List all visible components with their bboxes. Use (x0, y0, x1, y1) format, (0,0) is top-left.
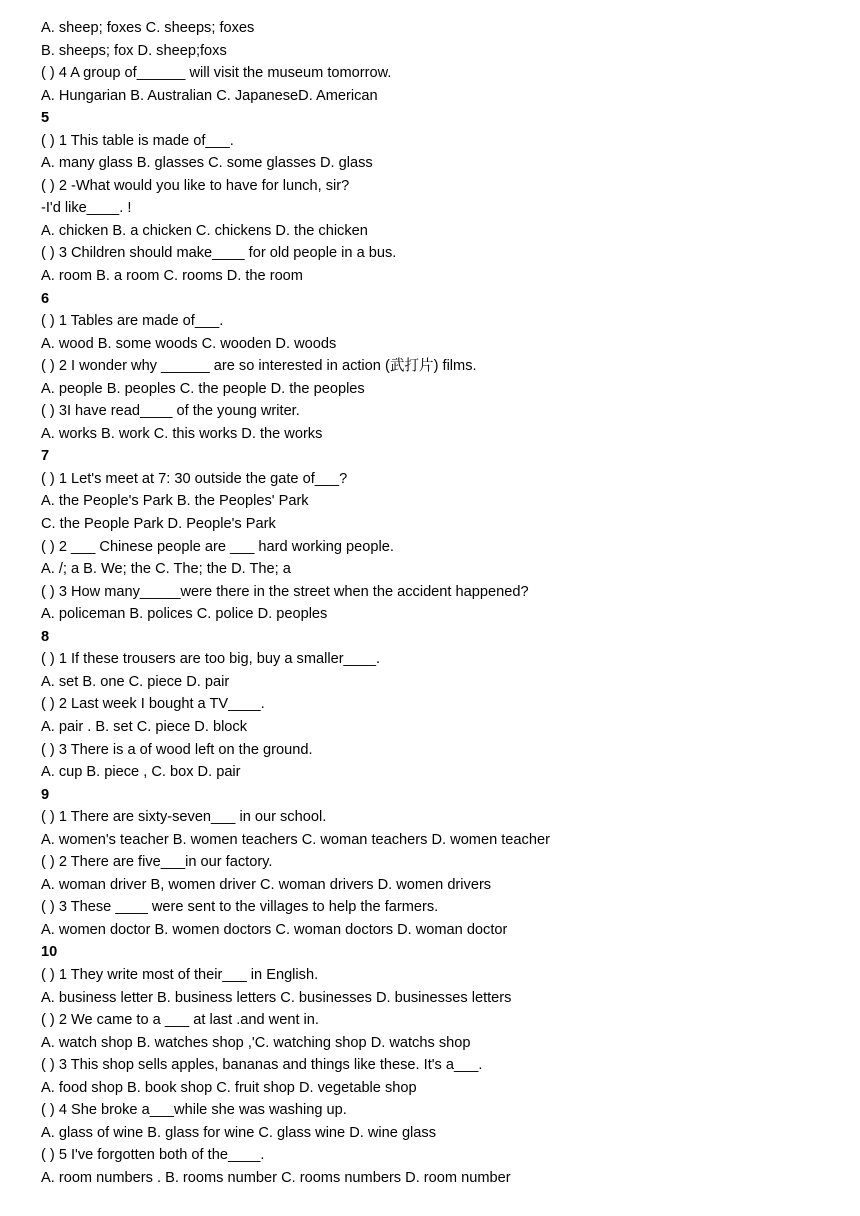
section-number: 9 (41, 786, 50, 803)
answer-options-line: A. set B. one C. piece D. pair (41, 673, 230, 690)
answer-options-line: -I'd like____. ! (41, 200, 132, 217)
question-line: ( ) 2 We came to a ___ at last .and went in. (41, 1012, 319, 1029)
answer-options-line: A. food shop B. book shop C. fruit shop D. vegetable shop (41, 1079, 417, 1096)
answer-options-line: A. business letter B. business letters C. businesses D. businesses letters (41, 989, 512, 1006)
question-line: ( ) 4 She broke a___while she was washing up. (41, 1102, 347, 1119)
question-line: ( ) 3 How many_____were there in the street when the accident happened? (41, 583, 529, 600)
question-line: ( ) 1 There are sixty-seven___ in our school. (41, 809, 327, 826)
question-line: ( ) 1 This table is made of___. (41, 132, 234, 149)
answer-options-line: A. cup B. piece , C. box D. pair (41, 764, 241, 781)
question-line: ( ) 3 These ____ were sent to the villages to help the farmers. (41, 899, 439, 916)
answer-options-line: B. sheeps; fox D. sheep;foxs (41, 42, 227, 59)
section-number: 8 (41, 628, 50, 645)
answer-options-line: A. /; a B. We; the C. The; the D. The; a (41, 561, 291, 578)
question-line: ( ) 3 There is a of wood left on the ground. (41, 741, 313, 758)
question-line: ( ) 4 A group of______ will visit the museum tomorrow. (41, 65, 392, 82)
answer-options-line: A. watch shop B. watches shop ,'C. watching shop D. watchs shop (41, 1034, 471, 1051)
question-line: ( ) 3I have read____ of the young writer. (41, 403, 300, 420)
answer-options-line: A. the People's Park B. the Peoples' Park (41, 493, 309, 510)
answer-options-line: A. Hungarian B. Australian C. JapaneseD. American (41, 87, 378, 104)
question-line: ( ) 3 Children should make____ for old people in a bus. (41, 245, 397, 262)
answer-options-line: A. many glass B. glasses C. some glasses D. glass (41, 155, 373, 172)
question-line: ( ) 1 Let's meet at 7: 30 outside the gate of___? (41, 470, 348, 487)
document-page (41, 17, 841, 1189)
question-line: ( ) 1 Tables are made of___. (41, 313, 224, 330)
answer-options-line: A. glass of wine B. glass for wine C. glass wine D. wine glass (41, 1124, 437, 1141)
question-line: ( ) 2 ___ Chinese people are ___ hard working people. (41, 538, 394, 555)
answer-options-line: A. room numbers . B. rooms number C. rooms numbers D. room number (41, 1169, 511, 1186)
question-line: ( ) 2 There are five___in our factory. (41, 854, 273, 871)
answer-options-line: A. women doctor B. women doctors C. woman doctors D. woman doctor (41, 921, 508, 938)
answer-options-line: A. woman driver B, women driver C. woman drivers D. women drivers (41, 876, 492, 893)
section-number: 7 (41, 448, 50, 465)
section-number: 5 (41, 110, 50, 127)
question-line: ( ) 1 If these trousers are too big, buy a smaller____. (41, 651, 381, 668)
answer-options-line: A. room B. a room C. rooms D. the room (41, 268, 303, 285)
question-line: ( ) 3 This shop sells apples, bananas and things like these. It's a___. (41, 1057, 483, 1074)
question-line: ( ) 2 Last week I bought a TV____. (41, 696, 265, 713)
question-line: ( ) 5 I've forgotten both of the____. (41, 1147, 265, 1164)
answer-options-line: A. women's teacher B. women teachers C. woman teachers D. women teacher (41, 831, 550, 848)
answer-options-line: A. chicken B. a chicken C. chickens D. the chicken (41, 222, 368, 239)
question-line: ( ) 1 They write most of their___ in English. (41, 966, 319, 983)
answer-options-line: A. people B. peoples C. the people D. the peoples (41, 380, 365, 397)
answer-options-line: A. wood B. some woods C. wooden D. woods (41, 335, 337, 352)
answer-options-line: A. policeman B. polices C. police D. peoples (41, 606, 328, 623)
answer-options-line: A. works B. work C. this works D. the works (41, 425, 323, 442)
answer-options-line: A. pair . B. set C. piece D. block (41, 718, 248, 735)
question-line: ( ) 2 I wonder why ______ are so interested in action (武打片) films. (41, 358, 477, 375)
answer-options-line: C. the People Park D. People's Park (41, 516, 276, 533)
section-number: 6 (41, 290, 50, 307)
answer-options-line: A. sheep; foxes C. sheeps; foxes (41, 20, 255, 36)
section-number: 10 (41, 944, 58, 961)
question-line: ( ) 2 -What would you like to have for lunch, sir? (41, 177, 350, 194)
